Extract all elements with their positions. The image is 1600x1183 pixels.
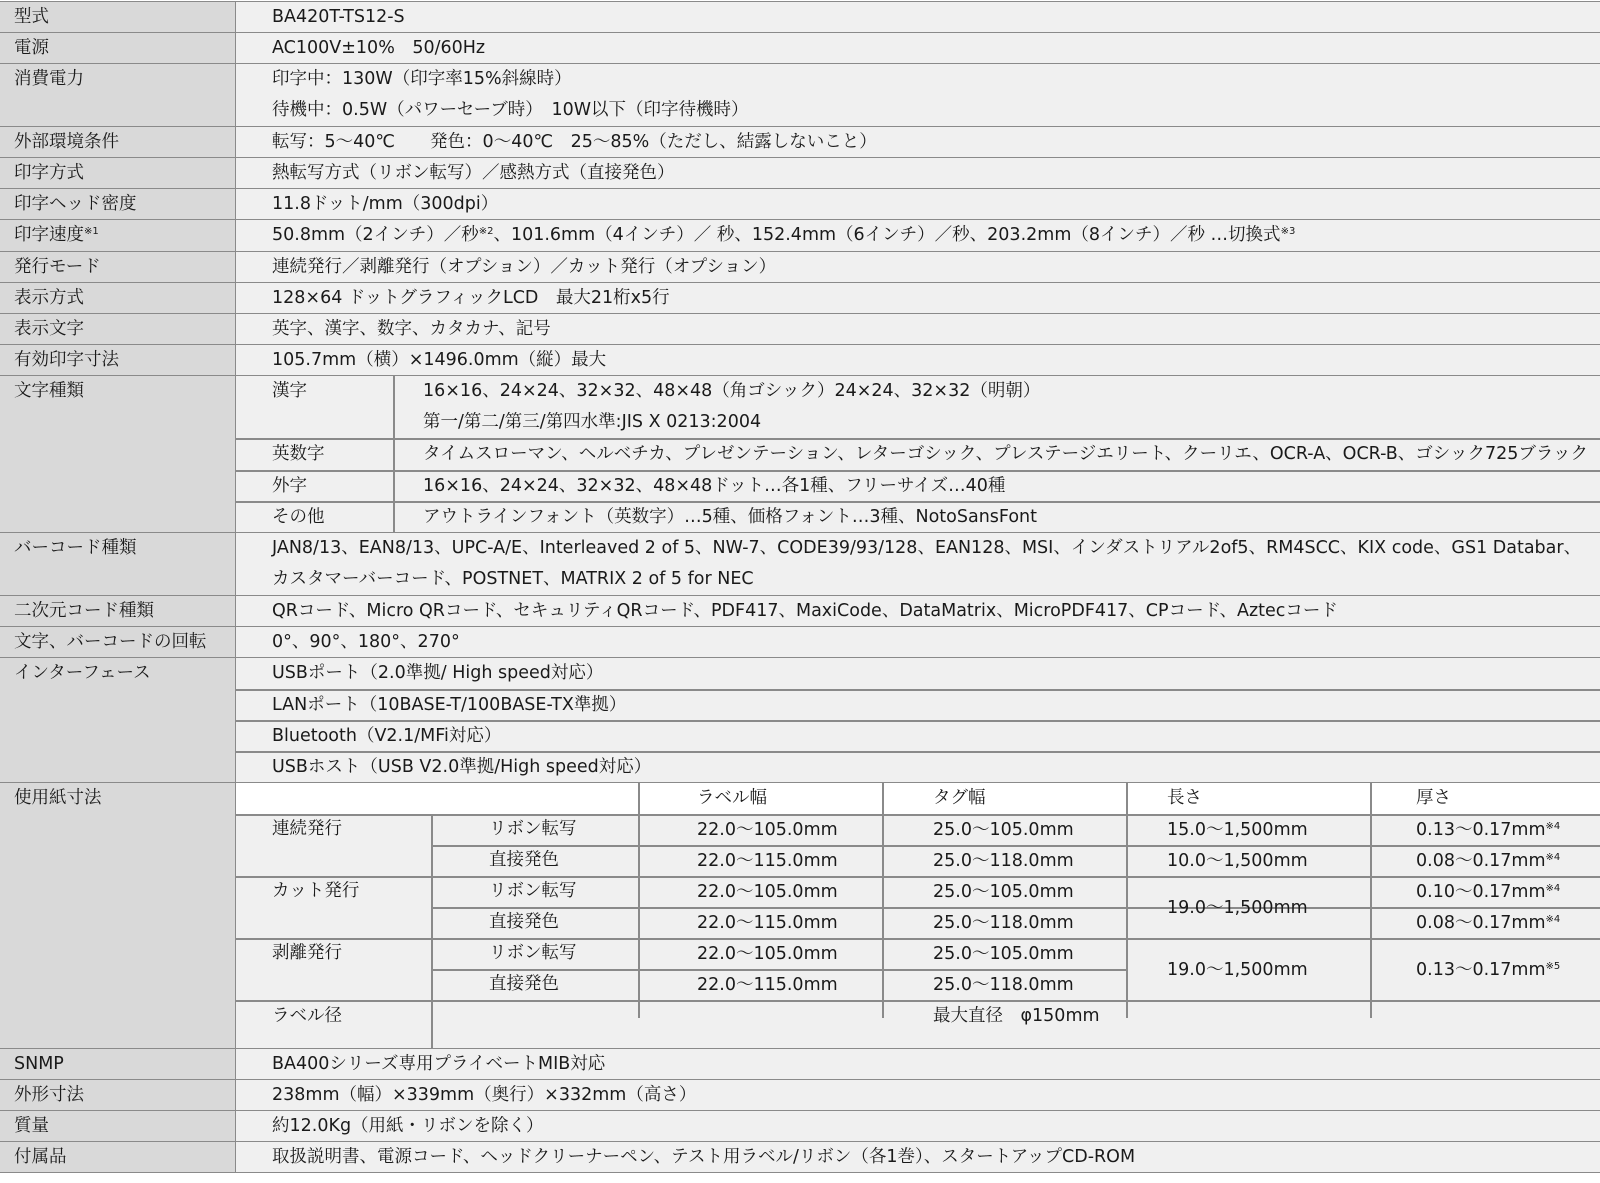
- label-diameter-label: ラベル径: [272, 1006, 342, 1026]
- char-types-body: [236, 376, 1600, 532]
- row-label: 文字種類: [14, 381, 84, 401]
- row-value: 取扱説明書、電源コード、ヘッドクリーナーペン、テスト用ラベル/リボン（各1巻）、スタートアップCD-ROM: [272, 1147, 1136, 1167]
- thickness-value: 0.10〜0.17mm: [1416, 882, 1546, 902]
- speed-value-b: 、101.6mm（4インチ）／ 秒、152.4mm（6インチ）／秒、203.2mm（8インチ）／秒 …切換式: [493, 225, 1281, 245]
- row-print-area: [0, 344, 1600, 375]
- row-label: バーコード種類: [14, 538, 137, 558]
- row-value: 238mm（幅）×339mm（奥行）×332mm（高さ）: [272, 1085, 697, 1105]
- row-value-line2: カスタマーバーコード、POSTNET、MATRIX 2 of 5 for NEC: [272, 569, 754, 589]
- row-label: [14, 220, 99, 251]
- row-barcode-2d: [0, 595, 1600, 626]
- row-model: [0, 1, 1600, 32]
- row-label: 二次元コード種類: [14, 601, 154, 621]
- paper-header: ラベル幅: [697, 788, 767, 808]
- divider: [236, 938, 1600, 940]
- row-snmp: [0, 1048, 1600, 1079]
- row-value: [272, 220, 1295, 251]
- mode-label: リボン転写: [489, 881, 577, 901]
- external-label: 外字: [272, 476, 307, 496]
- label-width: 22.0〜105.0mm: [697, 882, 838, 902]
- footnote-marker: ※5: [1545, 961, 1561, 972]
- tag-width: 25.0〜118.0mm: [933, 975, 1074, 995]
- row-value-line1: JAN8/13、EAN8/13、UPC-A/E、Interleaved 2 of 5、NW-7、CODE39/93/128、EAN128、MSI、インダストリアル2of5、RM4SCC、KIX code、GS1 Databar、: [272, 538, 1582, 558]
- row-label: 使用紙寸法: [14, 788, 102, 808]
- label-width: 22.0〜105.0mm: [697, 820, 838, 840]
- row-label: 発行モード: [14, 257, 101, 277]
- row-label: 外部環境条件: [14, 132, 119, 152]
- row-label: 印字方式: [14, 163, 84, 183]
- group-continuous-label: 連続発行: [272, 819, 342, 839]
- row-value: 11.8ドット/mm（300dpi）: [272, 194, 499, 214]
- row-value-line1: 印字中：130W（印字率15%斜線時）: [272, 69, 572, 89]
- row-label: 文字、バーコードの回転: [14, 632, 207, 652]
- footnote-marker: ※4: [1545, 821, 1561, 832]
- row-label: 印字ヘッド密度: [14, 194, 137, 214]
- interface-item: Bluetooth（V2.1/MFi対応）: [272, 726, 502, 746]
- row-label: 質量: [14, 1116, 49, 1136]
- thickness: [1416, 846, 1560, 877]
- mode-label: 直接発色: [489, 850, 559, 870]
- tag-width: 25.0〜118.0mm: [933, 913, 1074, 933]
- row-value: BA400シリーズ専用プライベートMIB対応: [272, 1054, 606, 1074]
- thickness-value: 0.08〜0.17mm: [1416, 913, 1546, 933]
- row-label: 型式: [14, 7, 49, 27]
- row-issue-mode: [0, 251, 1600, 282]
- thickness: [1416, 908, 1560, 939]
- external-value: 16×16、24×24、32×32、48×48ドット…各1種、フリーサイズ…40種: [423, 476, 1006, 496]
- footnote-marker: ※3: [1280, 226, 1296, 237]
- row-barcode: [0, 532, 1600, 595]
- divider: [236, 814, 1600, 816]
- row-display-chars: [0, 313, 1600, 344]
- row-label: 表示方式: [14, 288, 84, 308]
- row-accessories: [0, 1141, 1600, 1173]
- interface-item: USBポート（2.0準拠/ High speed対応）: [272, 663, 604, 683]
- footnote-marker: ※2: [478, 226, 494, 237]
- alnum-value: タイムスローマン、ヘルベチカ、プレゼンテーション、レターゴシック、プレステージエリート、クーリエ、OCR-A、OCR-B、ゴシック725ブラック: [423, 444, 1589, 464]
- footnote-marker: ※4: [1545, 883, 1561, 894]
- kanji-line2: 第一/第二/第三/第四水準:JIS X 0213:2004: [423, 412, 762, 432]
- row-label: インターフェース: [14, 663, 151, 683]
- row-label: SNMP: [14, 1054, 64, 1074]
- length: 10.0〜1,500mm: [1167, 851, 1308, 871]
- row-consumption: [0, 63, 1600, 126]
- paper-header: 長さ: [1167, 788, 1202, 808]
- label-width: 22.0〜105.0mm: [697, 944, 838, 964]
- paper-body: [236, 783, 1600, 1048]
- tag-width: 25.0〜105.0mm: [933, 882, 1074, 902]
- print-speed-label: 印字速度: [14, 225, 84, 245]
- alnum-label: 英数字: [272, 444, 325, 464]
- row-paper: [0, 782, 1600, 1048]
- tag-width: 25.0〜105.0mm: [933, 820, 1074, 840]
- row-power: [0, 32, 1600, 63]
- row-label: 有効印字寸法: [14, 350, 119, 370]
- row-label: 付属品: [14, 1147, 67, 1167]
- label-width: 22.0〜115.0mm: [697, 851, 838, 871]
- divider: [236, 1000, 1600, 1002]
- tag-width: 25.0〜118.0mm: [933, 851, 1074, 871]
- row-dimensions: [0, 1079, 1600, 1110]
- row-value-line2: 待機中：0.5W（パワーセーブ時） 10W以下（印字待機時）: [272, 100, 749, 120]
- row-label: 表示文字: [14, 319, 84, 339]
- row-display-method: [0, 282, 1600, 313]
- row-value: 熱転写方式（リボン転写）／感熱方式（直接発色）: [272, 163, 675, 183]
- divider: [1370, 783, 1372, 1018]
- thickness-value: 0.08〜0.17mm: [1416, 851, 1546, 871]
- thickness: [1416, 955, 1560, 986]
- divider: [236, 876, 1600, 878]
- interface-item: LANポート（10BASE-T/100BASE-TX準拠）: [272, 695, 627, 715]
- kanji-line1: 16×16、24×24、32×32、48×48（角ゴシック）24×24、32×32（明朝）: [423, 381, 1041, 401]
- thickness-value: 0.13〜0.17mm: [1416, 820, 1546, 840]
- tag-width: 25.0〜105.0mm: [933, 944, 1074, 964]
- row-print-method: [0, 157, 1600, 188]
- row-label: 消費電力: [14, 69, 84, 89]
- row-value: 転写：5〜40℃ 発色：0〜40℃ 25〜85%（ただし、結露しないこと）: [272, 132, 877, 152]
- mode-label: 直接発色: [489, 912, 559, 932]
- footnote-marker: ※4: [1545, 852, 1561, 863]
- mode-label: 直接発色: [489, 974, 559, 994]
- thickness-value: 0.13〜0.17mm: [1416, 960, 1546, 980]
- group-cut-label: カット発行: [272, 881, 360, 901]
- thickness: [1416, 815, 1560, 846]
- row-value: BA420T-TS12-S: [272, 7, 405, 27]
- label-width: 22.0〜115.0mm: [697, 913, 838, 933]
- row-value: 約12.0Kg（用紙・リボンを除く）: [272, 1116, 544, 1136]
- label-width: 22.0〜115.0mm: [697, 975, 838, 995]
- row-print-speed: [0, 219, 1600, 251]
- length: 19.0〜1,500mm: [1167, 960, 1308, 980]
- length: 19.0〜1,500mm: [1167, 898, 1308, 918]
- divider: [431, 814, 433, 1049]
- label-diameter-value: 最大直径 φ150mm: [933, 1006, 1100, 1026]
- divider: [882, 783, 884, 1018]
- row-value: 英字、漢字、数字、カタカナ、記号: [272, 319, 551, 339]
- footnote-marker: ※4: [1545, 914, 1561, 925]
- mode-label: リボン転写: [489, 819, 577, 839]
- divider: [1126, 783, 1128, 1018]
- row-label: 電源: [14, 38, 49, 58]
- kanji-label: 漢字: [272, 381, 307, 401]
- divider: [638, 783, 640, 1018]
- row-interface: [0, 657, 1600, 782]
- row-value: 105.7mm（横）×1496.0mm（縦）最大: [272, 350, 607, 370]
- footnote-marker: ※1: [84, 226, 99, 237]
- other-label: その他: [272, 507, 325, 527]
- row-head-density: [0, 188, 1600, 219]
- length: 15.0〜1,500mm: [1167, 820, 1308, 840]
- row-weight: [0, 1110, 1600, 1141]
- row-label: 外形寸法: [14, 1085, 84, 1105]
- row-value: QRコード、Micro QRコード、セキュリティQRコード、PDF417、MaxiCode、DataMatrix、MicroPDF417、CPコード、Aztecコード: [272, 601, 1338, 621]
- row-value: AC100V±10% 50/60Hz: [272, 38, 486, 58]
- paper-header-row: [236, 783, 1600, 814]
- thickness: [1416, 877, 1560, 908]
- other-value: アウトラインフォント（英数字）…5種、価格フォント…3種、NotoSansFont: [423, 507, 1037, 527]
- row-char-types: [0, 375, 1600, 532]
- row-value: 連続発行／剥離発行（オプション）／カット発行（オプション）: [272, 257, 777, 277]
- interface-item: USBホスト（USB V2.0準拠/High speed対応）: [272, 757, 652, 777]
- row-environment: [0, 126, 1600, 157]
- speed-value-a: 50.8mm（2インチ）／秒: [272, 225, 479, 245]
- group-peel-label: 剥離発行: [272, 943, 342, 963]
- divider: [393, 376, 395, 533]
- row-rotation: [0, 626, 1600, 657]
- paper-header: 厚さ: [1416, 788, 1451, 808]
- row-value: 0°、90°、180°、270°: [272, 632, 460, 652]
- paper-header: タグ幅: [933, 788, 986, 808]
- mode-label: リボン転写: [489, 943, 577, 963]
- row-value: 128×64 ドットグラフィックLCD 最大21桁x5行: [272, 288, 670, 308]
